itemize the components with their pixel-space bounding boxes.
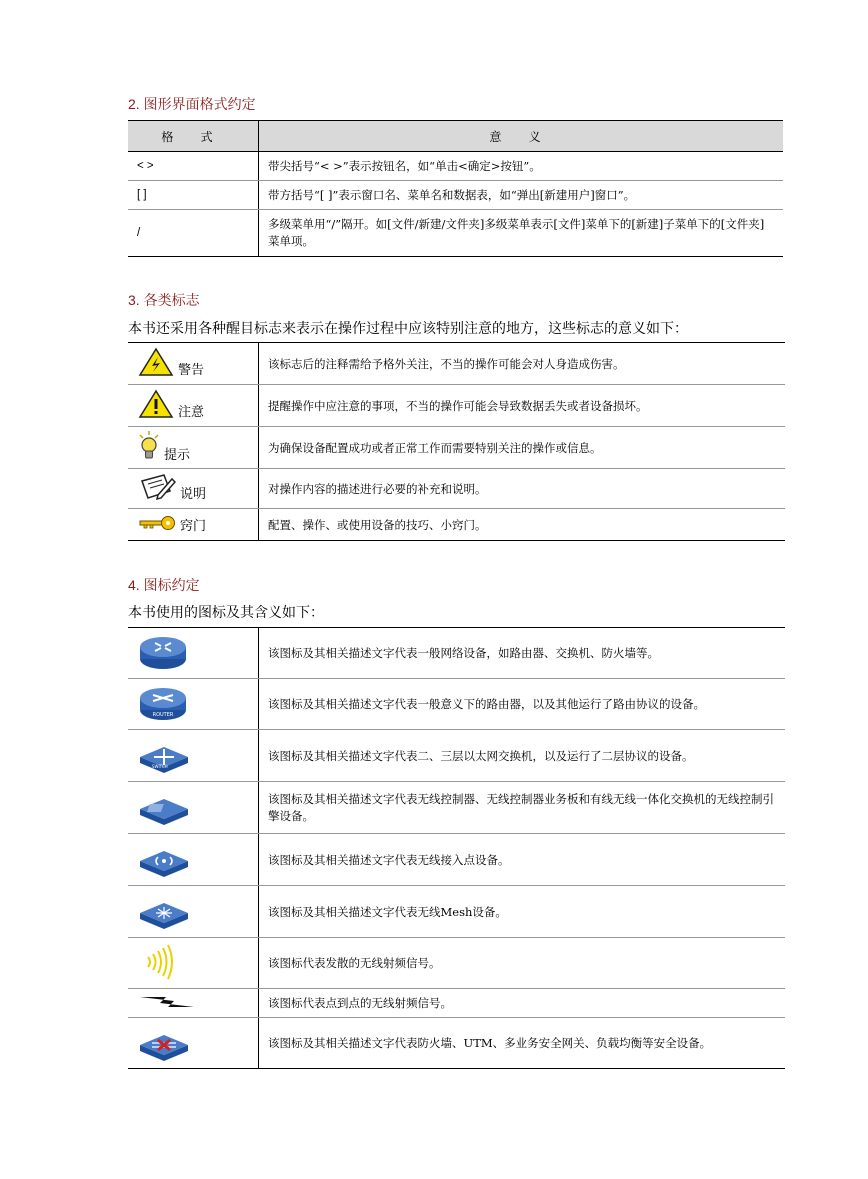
meaning-cell: 多级菜单用“/”隔开。如[文件/新建/文件夹]多级菜单表示[文件]菜单下的[新建]子菜单下的[文件夹]菜单项。 bbox=[259, 210, 784, 257]
flag-label: 注意 bbox=[178, 404, 205, 419]
format-cell: < > bbox=[128, 152, 259, 181]
icon-meaning: 该图标及其相关描述文字代表无线控制器、无线控制器业务板和有线无线一体化交换机的无线控制引擎设备。 bbox=[259, 782, 786, 834]
table-row bbox=[128, 1018, 785, 1069]
radio-signal-icon bbox=[128, 938, 259, 989]
mesh-device-icon bbox=[128, 886, 259, 938]
table-row bbox=[128, 343, 785, 385]
router-icon bbox=[128, 679, 259, 730]
flag-meaning: 对操作内容的描述进行必要的补充和说明。 bbox=[259, 469, 786, 509]
icon-meaning: 该图标代表点到点的无线射频信号。 bbox=[259, 989, 786, 1018]
table-row bbox=[128, 469, 785, 509]
table-row bbox=[128, 210, 783, 257]
table-row bbox=[128, 628, 785, 679]
meaning-cell: 带方括号“[ ]”表示窗口名、菜单名和数据表，如“弹出[新建用户]窗口”。 bbox=[259, 181, 784, 210]
format-cell: [ ] bbox=[128, 181, 259, 210]
table-row bbox=[128, 679, 785, 730]
section4-title: 4. 图标约定 bbox=[128, 577, 200, 593]
table-row bbox=[128, 782, 785, 834]
security-device-icon bbox=[128, 1018, 259, 1069]
icon-meaning: 该图标及其相关描述文字代表无线接入点设备。 bbox=[259, 834, 786, 886]
flag-meaning: 提醒操作中应注意的事项，不当的操作可能会导致数据丢失或者设备损坏。 bbox=[259, 385, 786, 427]
table-row bbox=[128, 834, 785, 886]
flag-meaning: 配置、操作、或使用设备的技巧、小窍门。 bbox=[268, 517, 487, 532]
table-row bbox=[128, 989, 785, 1018]
flag-meaning: 该标志后的注释需给予格外关注，不当的操作可能会对人身造成伤害。 bbox=[259, 343, 786, 385]
section2-title: 2. 图形界面格式约定 bbox=[128, 96, 256, 112]
warning-lightning-icon bbox=[138, 347, 174, 380]
flag-label: 提示 bbox=[164, 447, 191, 462]
meaning-header: 意 义 bbox=[259, 121, 784, 152]
flag-label: 窍门 bbox=[180, 518, 207, 533]
section4-intro: 本书使用的图标及其含义如下： bbox=[128, 605, 324, 621]
meaning-cell: 带尖括号“< >”表示按钮名，如“单击<确定>按钮”。 bbox=[259, 152, 784, 181]
wireless-controller-icon bbox=[128, 782, 259, 834]
icon-meaning: 该图标及其相关描述文字代表一般网络设备，如路由器、交换机、防火墙等。 bbox=[259, 628, 786, 679]
flag-label: 警告 bbox=[178, 362, 205, 377]
icon-meaning: 该图标及其相关描述文字代表无线Mesh设备。 bbox=[259, 886, 786, 938]
format-header: 格 式 bbox=[128, 121, 259, 152]
table-row bbox=[128, 385, 785, 427]
icon-meaning: 该图标代表发散的无线射频信号。 bbox=[259, 938, 786, 989]
flag-label: 说明 bbox=[180, 486, 207, 501]
icon-meaning: 该图标及其相关描述文字代表二、三层以太网交换机，以及运行了二层协议的设备。 bbox=[259, 730, 786, 782]
caution-exclamation-icon bbox=[138, 389, 174, 422]
section3-title: 3. 各类标志 bbox=[128, 292, 200, 308]
flag-meaning: 为确保设备配置成功或者正常工作而需要特别关注的操作或信息。 bbox=[259, 427, 786, 469]
access-point-icon bbox=[128, 834, 259, 886]
table-row bbox=[128, 152, 783, 181]
network-device-icon bbox=[128, 628, 259, 679]
section3-intro: 本书还采用各种醒目标志来表示在操作过程中应该特别注意的地方，这些标志的意义如下： bbox=[128, 321, 688, 337]
icons-table bbox=[128, 627, 785, 1069]
table-row bbox=[128, 730, 785, 782]
table-row bbox=[128, 427, 785, 469]
lightbulb-icon bbox=[138, 430, 160, 465]
switch-icon-text: SWITCH bbox=[152, 764, 168, 769]
table-row bbox=[128, 938, 785, 989]
table-row bbox=[128, 181, 783, 210]
table-row bbox=[128, 886, 785, 938]
notepad-pencil-icon bbox=[138, 473, 176, 504]
router-icon-text: ROUTER bbox=[152, 711, 174, 718]
flags-table bbox=[128, 342, 785, 541]
format-cell: / bbox=[128, 210, 259, 257]
format-table bbox=[128, 120, 783, 257]
icon-meaning: 该图标及其相关描述文字代表防火墙、UTM、多业务安全网关、负载均衡等安全设备。 bbox=[268, 1036, 712, 1050]
switch-icon bbox=[128, 730, 259, 782]
table-row bbox=[128, 509, 785, 541]
p2p-signal-icon bbox=[128, 989, 259, 1018]
key-icon bbox=[138, 515, 176, 534]
icon-meaning: 该图标及其相关描述文字代表一般意义下的路由器，以及其他运行了路由协议的设备。 bbox=[259, 679, 786, 730]
